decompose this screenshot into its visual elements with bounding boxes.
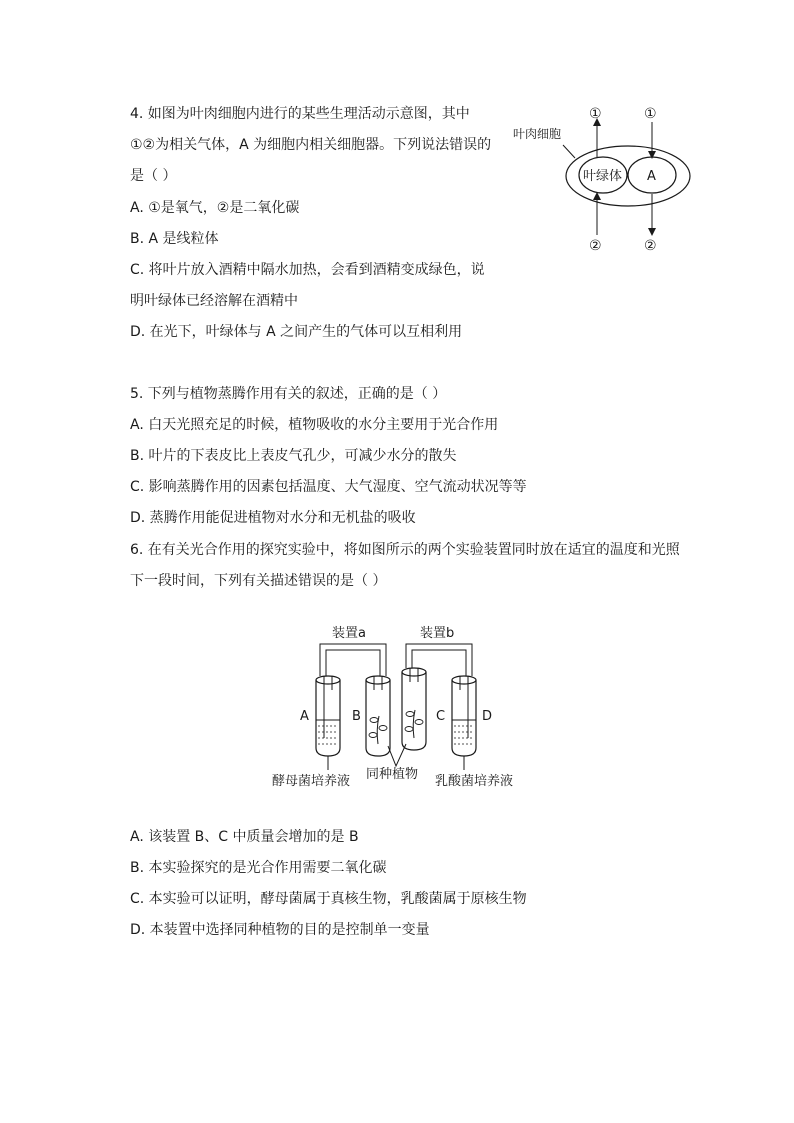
same-plant-label: 同种植物	[366, 767, 419, 782]
label-b: B	[352, 709, 361, 724]
q5-option-b: B. 叶片的下表皮比上表皮气孔少，可减少水分的散失	[130, 448, 457, 464]
gas2-label-left: ②	[589, 238, 602, 254]
q4-option-b: B. A 是线粒体	[130, 231, 219, 247]
label-a: A	[300, 709, 309, 724]
q4-cell-diagram	[505, 100, 705, 260]
pipe-a	[320, 644, 386, 676]
q6-stem-line-2: 下一段时间，下列有关描述错误的是（ ）	[130, 573, 387, 589]
q6-option-d: D. 本装置中选择同种植物的目的是控制单一变量	[130, 922, 430, 938]
device-b-label: 装置b	[420, 626, 455, 641]
q4-stem-line-1: 4. 如图为叶肉细胞内进行的某些生理活动示意图，其中	[130, 106, 470, 122]
lactic-culture-label: 乳酸菌培养液	[435, 774, 514, 789]
device-a-label: 装置a	[332, 626, 366, 641]
gas1-label-right: ①	[644, 106, 657, 122]
q4-option-a: A. ①是氧气，②是二氧化碳	[130, 200, 300, 216]
tube-a	[316, 676, 340, 756]
q4-stem-line-2: ①②为相关气体，A 为细胞内相关细胞器。下列说法错误的	[130, 137, 492, 153]
q6-stem-line-1: 6. 在有关光合作用的探究实验中，将如图所示的两个实验装置同时放在适宜的温度和光照	[130, 542, 680, 558]
q4-stem-line-3: 是（ ）	[130, 168, 177, 184]
cell-label-leader	[563, 145, 575, 158]
label-d: D	[482, 709, 493, 724]
label-c: C	[436, 709, 446, 724]
cell-label: 叶肉细胞	[513, 127, 562, 141]
organelle-a-label: A	[647, 169, 656, 184]
tube-d	[452, 676, 476, 756]
tube-b	[366, 676, 390, 756]
yeast-culture-label: 酵母菌培养液	[272, 774, 351, 789]
q4-option-c-cont: 明叶绿体已经溶解在酒精中	[130, 293, 298, 309]
gas2-label-right: ②	[644, 238, 657, 254]
q5-option-c: C. 影响蒸腾作用的因素包括温度、大气湿度、空气流动状况等等	[130, 479, 527, 495]
q6-apparatus-diagram	[272, 620, 540, 795]
q4-option-d: D. 在光下，叶绿体与 A 之间产生的气体可以互相利用	[130, 324, 463, 340]
gas1-label-left: ①	[589, 106, 602, 122]
tube-c	[402, 668, 426, 750]
q6-option-a: A. 该装置 B、C 中质量会增加的是 B	[130, 829, 359, 845]
pipe-b	[406, 644, 472, 676]
q6-option-c: C. 本实验可以证明，酵母菌属于真核生物，乳酸菌属于原核生物	[130, 891, 527, 907]
q4-option-c: C. 将叶片放入酒精中隔水加热，会看到酒精变成绿色，说	[130, 262, 485, 278]
q6-option-b: B. 本实验探究的是光合作用需要二氧化碳	[130, 860, 387, 876]
chloroplast-label: 叶绿体	[583, 169, 623, 184]
q5-stem: 5. 下列与植物蒸腾作用有关的叙述，正确的是（ ）	[130, 386, 447, 402]
q5-option-a: A. 白天光照充足的时候，植物吸收的水分主要用于光合作用	[130, 417, 499, 433]
q5-option-d: D. 蒸腾作用能促进植物对水分和无机盐的吸收	[130, 510, 416, 526]
